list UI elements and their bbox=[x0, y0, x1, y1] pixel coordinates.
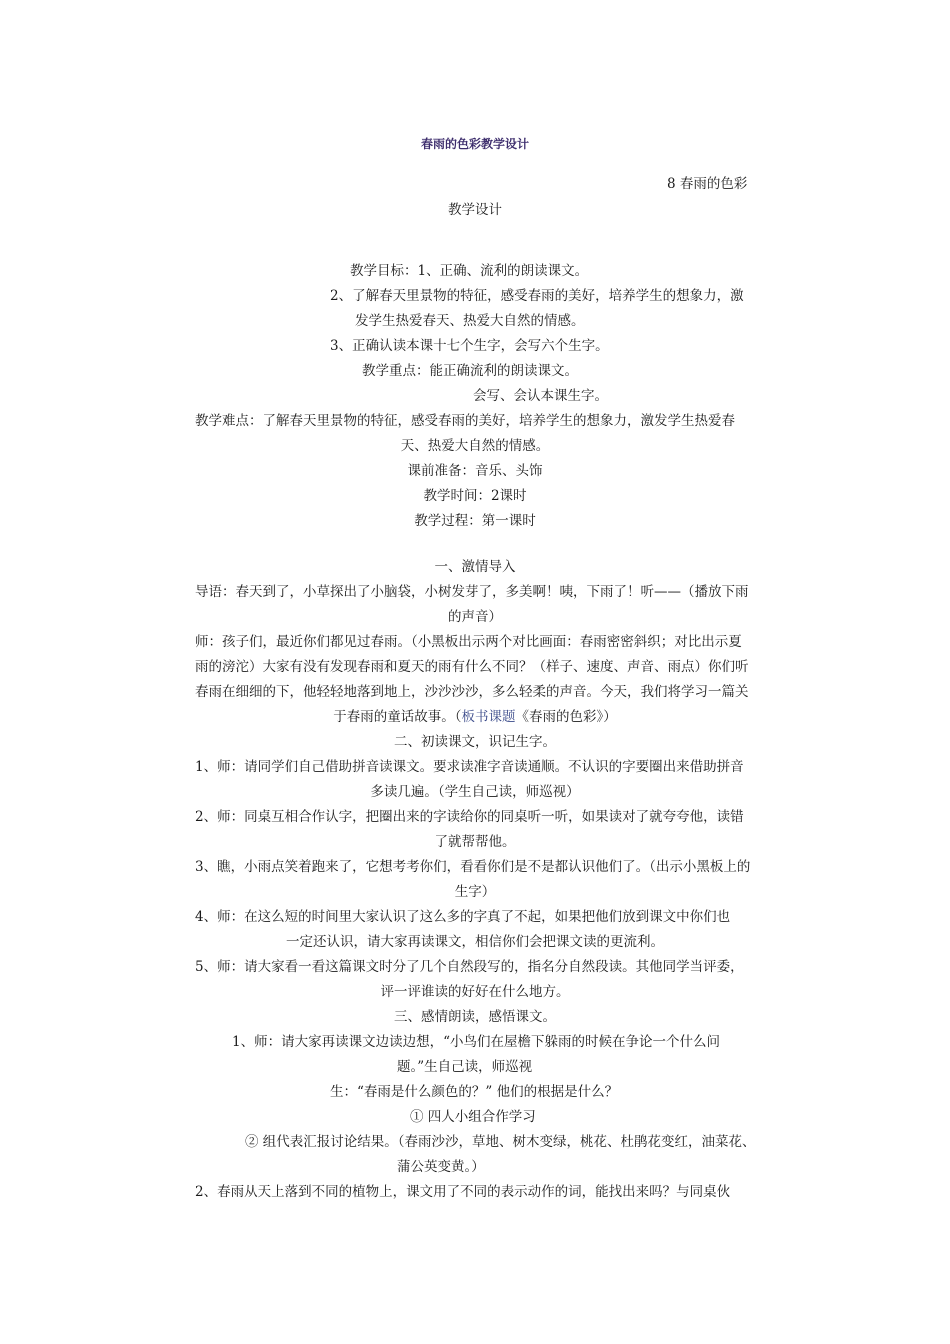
paragraph-line: 题。”生自己读，师巡视 bbox=[397, 1059, 533, 1075]
goal-line: 发学生热爱春天、热爱大自然的情感。 bbox=[355, 313, 585, 329]
process-line: 教学过程：第一课时 bbox=[414, 513, 536, 529]
paragraph-line: ① 四人小组合作学习 bbox=[410, 1109, 536, 1125]
key-point-line: 会写、会认本课生字。 bbox=[473, 388, 608, 404]
paragraph-line: 1、师：请同学们自己借助拼音读课文。要求读准字音读通顺。不认识的字要圈出来借助拼音 bbox=[195, 759, 744, 775]
board-title-text: 板书课题 bbox=[461, 709, 516, 725]
goal-line: 教学目标：1、正确、流利的朗读课文。 bbox=[350, 263, 589, 279]
subtitle: 教学设计 bbox=[448, 202, 502, 218]
paragraph-line: 2、春雨从天上落到不同的植物上，课文用了不同的表示动作的词，能找出来吗？与同桌伙 bbox=[195, 1184, 731, 1200]
goal-line: 3、正确认读本课十七个生字，会写六个生字。 bbox=[330, 338, 609, 354]
paragraph-text: 《春雨的色彩》） bbox=[515, 709, 617, 725]
time-line: 教学时间：2课时 bbox=[423, 488, 527, 504]
paragraph-line: 5、师：请大家看一看这篇课文时分了几个自然段写的，指名分自然段读。其他同学当评委， bbox=[195, 959, 744, 975]
key-point-line: 教学重点：能正确流利的朗读课文。 bbox=[362, 363, 578, 379]
paragraph-line: 春雨在细细的下，他轻轻地落到地上，沙沙沙沙，多么轻柔的声音。今天，我们将学习一篇关 bbox=[195, 684, 749, 700]
difficulty-line: 教学难点：了解春天里景物的特征，感受春雨的美好，培养学生的想象力，激发学生热爱春 bbox=[195, 413, 735, 429]
difficulty-line: 天、热爱大自然的情感。 bbox=[400, 438, 550, 454]
paragraph-line: 评一评谁读的好好在什么地方。 bbox=[380, 984, 570, 1000]
lesson-label: 8 春雨的色彩 bbox=[667, 176, 748, 192]
paragraph-line: 一定还认识，请大家再读课文，相信你们会把课文读的更流利。 bbox=[286, 934, 664, 950]
paragraph-line bbox=[190, 708, 760, 726]
section-heading: 二、初读课文，识记生字。 bbox=[394, 734, 556, 750]
paragraph-line: 的声音） bbox=[448, 609, 502, 625]
paragraph-text: 于春雨的童话故事。（ bbox=[333, 709, 462, 725]
document-title: 春雨的色彩教学设计 bbox=[420, 137, 529, 151]
paragraph-line: 3、瞧，小雨点笑着跑来了，它想考考你们，看看你们是不是都认识他们了。（出示小黑板上的 bbox=[195, 859, 751, 875]
section-heading: 三、感情朗读，感悟课文。 bbox=[394, 1009, 556, 1025]
paragraph-line: 导语：春天到了，小草探出了小脑袋，小树发芽了，多美啊！咦，下雨了！听——（播放下雨 bbox=[195, 584, 749, 600]
paragraph-line: 多读几遍。（学生自己读，师巡视） bbox=[370, 784, 580, 800]
prep-line: 课前准备：音乐、头饰 bbox=[407, 463, 543, 479]
paragraph-line: 雨的滂沱）大家有没有发现春雨和夏天的雨有什么不同？（样子、速度、声音、雨点）你们听 bbox=[195, 659, 749, 675]
paragraph-line: 生：“春雨是什么颜色的？” 他们的根据是什么？ bbox=[330, 1084, 619, 1100]
section-heading: 一、激情导入 bbox=[434, 559, 516, 575]
paragraph-line: 蒲公英变黄。） bbox=[397, 1159, 485, 1175]
goal-line: 2、了解春天里景物的特征，感受春雨的美好，培养学生的想象力，激 bbox=[330, 288, 744, 304]
paragraph-line: 2、师：同桌互相合作认字，把圈出来的字读给你的同桌听一听，如果读对了就夸夸他，读错 bbox=[195, 809, 744, 825]
paragraph-line: 生字） bbox=[454, 884, 496, 900]
paragraph-line: 了就帮帮他。 bbox=[434, 834, 516, 850]
paragraph-line: 4、师：在这么短的时间里大家认识了这么多的字真了不起，如果把他们放到课文中你们也 bbox=[195, 909, 731, 925]
paragraph-line: 师：孩子们，最近你们都见过春雨。（小黑板出示两个对比画面：春雨密密斜织；对比出示夏 bbox=[195, 634, 742, 650]
paragraph-line: ② 组代表汇报讨论结果。（春雨沙沙，草地、树木变绿，桃花、杜鹃花变红，油菜花、 bbox=[245, 1134, 756, 1150]
paragraph-line: 1、师：请大家再读课文边读边想，“小鸟们在屋檐下躲雨的时候在争论一个什么问 bbox=[232, 1034, 720, 1050]
